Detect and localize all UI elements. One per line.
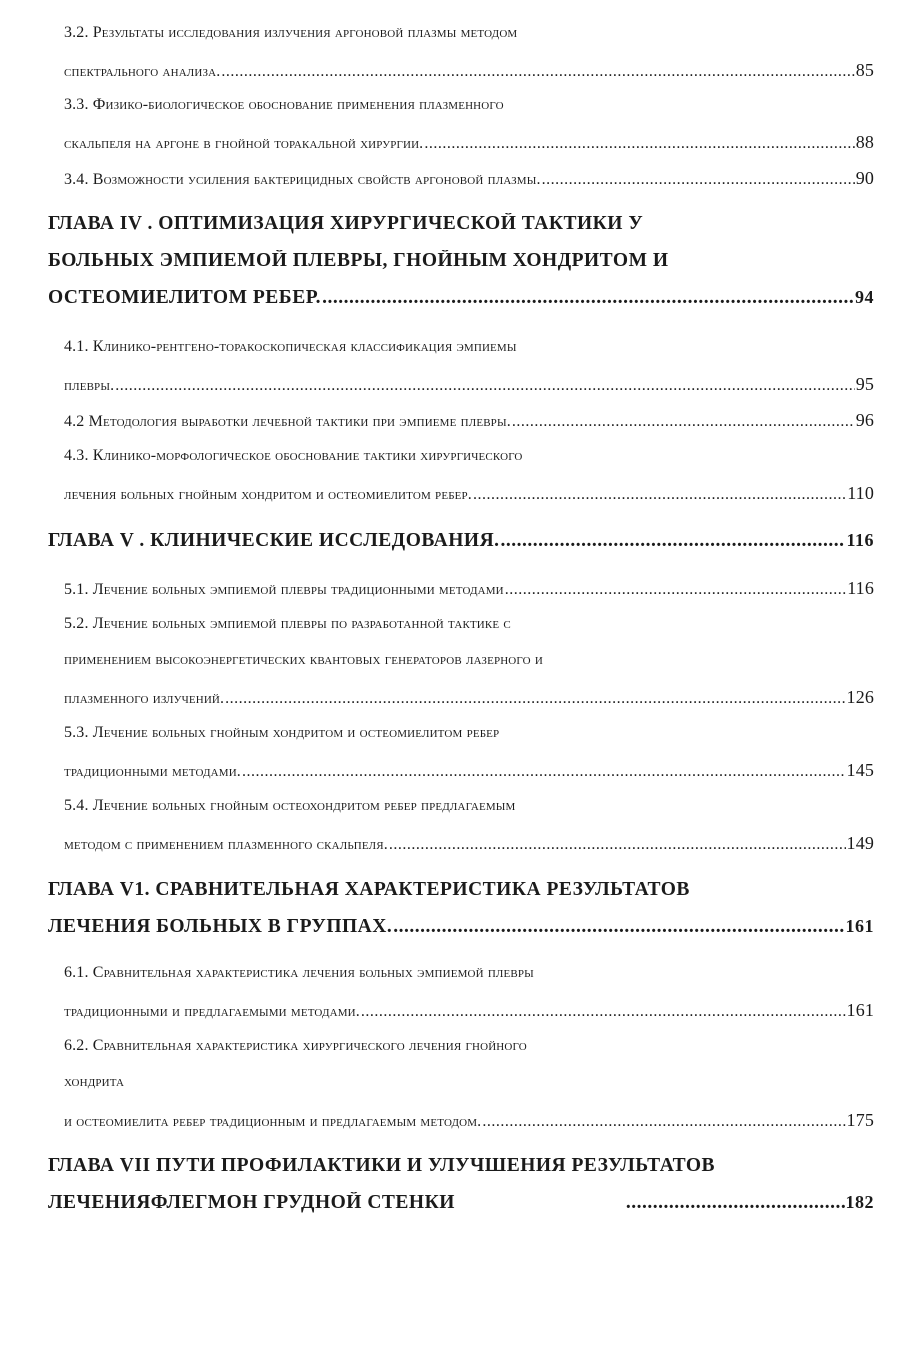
toc-line [64, 687, 874, 708]
chapter-title-text: ГЛАВА VII ПУТИ ПРОФИЛАКТИКИ И УЛУЧШЕНИЯ РЕЗУЛЬТАТОВ [48, 1155, 716, 1176]
toc-entry-text: 5.4. Лечение больных гнойным остеохондритом ребер предлагаемым [64, 797, 516, 814]
toc-line [64, 1000, 874, 1021]
dot-leader [322, 287, 854, 309]
chapter-heading [48, 250, 874, 272]
chapter-title-text: ГЛАВА IV . ОПТИМИЗАЦИЯ ХИРУРГИЧЕСКОЙ ТАКТИКИ У [48, 213, 644, 234]
page-number: 182 [845, 1192, 874, 1212]
chapter-title-text: ЛЕЧЕНИЯ БОЛЬНЫХ В ГРУППАХ. [48, 916, 393, 937]
chapter-title-text: ГЛАВА V1. СРАВНИТЕЛЬНАЯ ХАРАКТЕРИСТИКА РЕЗУЛЬТАТОВ [48, 879, 690, 900]
dot-leader [389, 836, 846, 854]
page-number: 96 [855, 410, 874, 430]
toc-entry-text: методом с применением плазменного скальпеля. [64, 836, 388, 853]
page-number: 94 [855, 287, 874, 307]
page-number: 85 [855, 60, 874, 80]
toc-entry-text: и остеомиелита ребер традиционным и предлагаемым методом. [64, 1113, 482, 1130]
toc-line [64, 615, 874, 633]
chapter-heading [48, 213, 874, 235]
dot-leader [221, 63, 854, 81]
toc-line [64, 578, 874, 599]
page-number: 149 [846, 833, 874, 853]
dot-leader [501, 530, 846, 552]
toc-entry-text: 5.1. Лечение больных эмпиемой плевры традиционными методами [64, 581, 504, 598]
toc-line [64, 483, 874, 504]
toc-line [64, 833, 874, 854]
toc-entry-text: 3.2. Результаты исследования излучения аргоновой плазмы методом [64, 24, 518, 41]
toc-entry-text: применением высокоэнергетических квантовых генераторов лазерного и [64, 651, 543, 668]
page-number: 161 [846, 1000, 874, 1020]
chapter-title-text: ЛЕЧЕНИЯФЛЕГМОН ГРУДНОЙ СТЕНКИ [48, 1192, 455, 1213]
toc-entry-text: плевры. [64, 377, 115, 394]
toc-line [64, 964, 874, 982]
chapter-title-text: ГЛАВА V . КЛИНИЧЕСКИЕ ИССЛЕДОВАНИЯ. [48, 530, 500, 551]
toc-line [64, 338, 874, 356]
dot-leader [473, 486, 846, 504]
toc-entry-text: хондрита [64, 1073, 125, 1090]
toc-entry-text: скальпеля на аргоне в гнойной торакальной хирургии. [64, 135, 424, 152]
page-number: 116 [847, 578, 874, 598]
toc-line [64, 24, 874, 42]
toc-entry-text: 5.3. Лечение больных гнойным хондритом и остеомиелитом ребер [64, 724, 500, 741]
toc-line [64, 60, 874, 81]
dot-leader [361, 1003, 846, 1021]
toc-line [64, 1073, 874, 1091]
dot-leader [626, 1192, 845, 1214]
toc-entry-text: лечения больных гнойным хондритом и остеомиелитом ребер. [64, 486, 472, 503]
toc-entry-text: 6.1. Сравнительная характеристика лечения больных эмпиемой плевры [64, 964, 534, 981]
toc-entry-text: 5.2. Лечение больных эмпиемой плевры по разработанной тактике с [64, 615, 511, 632]
toc-line [64, 651, 874, 669]
toc-entry-text: плазменного излучений. [64, 690, 225, 707]
toc-entry-text: 3.4. Возможности усиления бактерицидных свойств аргоновой плазмы. [64, 171, 541, 188]
dot-leader [115, 377, 854, 395]
chapter-heading [48, 916, 874, 938]
toc-line [64, 96, 874, 114]
chapter-heading [48, 530, 874, 552]
toc-line [64, 447, 874, 465]
toc-line [64, 797, 874, 815]
page-number: 90 [855, 168, 874, 188]
dot-leader [512, 413, 855, 431]
dot-leader [542, 171, 855, 189]
toc-entry-text: 4.3. Клинико-морфологическое обоснование тактики хирургического [64, 447, 523, 464]
toc-line [64, 374, 874, 395]
toc-line [64, 410, 874, 431]
toc-line [64, 132, 874, 153]
dot-leader [225, 690, 845, 708]
toc-entry-text: 6.2. Сравнительная характеристика хирургического лечения гнойного [64, 1037, 527, 1054]
chapter-heading [48, 879, 874, 901]
toc-line [64, 1110, 874, 1131]
page-number: 88 [855, 132, 874, 152]
toc-line [64, 1037, 874, 1055]
dot-leader [424, 135, 854, 153]
page-number: 116 [846, 530, 874, 550]
chapter-heading [48, 1155, 874, 1177]
chapter-title-text: БОЛЬНЫХ ЭМПИЕМОЙ ПЛЕВРЫ, ГНОЙНЫМ ХОНДРИТОМ И [48, 250, 669, 271]
toc-line [64, 168, 874, 189]
page-number: 175 [846, 1110, 874, 1130]
toc-entry-text: 4.2 Методология выработки лечебной тактики при эмпиеме плевры. [64, 413, 511, 430]
toc-entry-text: традиционными и предлагаемыми методами. [64, 1003, 360, 1020]
toc-line [64, 760, 874, 781]
dot-leader [393, 916, 844, 938]
chapter-heading [48, 1192, 874, 1214]
chapter-title-text: ОСТЕОМИЕЛИТОМ РЕБЕР. [48, 287, 322, 308]
page-number: 161 [845, 916, 874, 936]
toc-entry-text: 3.3. Физико-биологическое обоснование применения плазменного [64, 96, 504, 113]
page-number: 126 [846, 687, 874, 707]
dot-leader [505, 581, 846, 599]
toc-entry-text: спектрального анализа. [64, 63, 221, 80]
chapter-heading [48, 287, 874, 309]
toc-entry-text: 4.1. Клинико-рентгено-торакоскопическая классификация эмпиемы [64, 338, 517, 355]
page-number: 145 [846, 760, 874, 780]
page-number: 110 [847, 483, 874, 503]
toc-line [64, 724, 874, 742]
dot-leader [242, 763, 846, 781]
toc-entry-text: традиционными методами. [64, 763, 241, 780]
dot-leader [482, 1113, 845, 1131]
page-number: 95 [855, 374, 874, 394]
